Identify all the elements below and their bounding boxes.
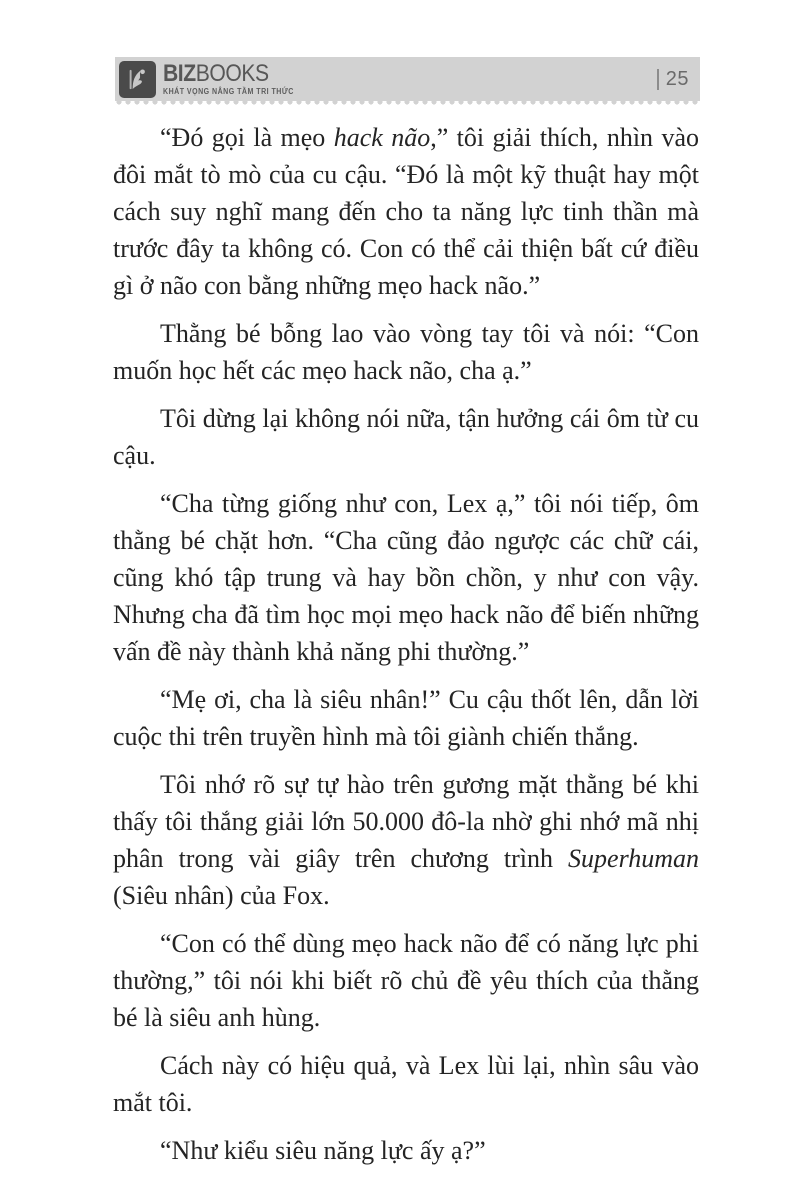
header-bar bbox=[115, 57, 700, 101]
text-run: “Mẹ ơi, cha là siêu nhân!” Cu cậu thốt lên, dẫn lời cuộc thi trên truyền hình mà tôi giành chiến thắng. bbox=[113, 685, 699, 751]
page-number-divider bbox=[657, 69, 659, 90]
brand-tagline: KHÁT VỌNG NÂNG TẦM TRI THỨC bbox=[163, 86, 294, 96]
italic-text-run: Superhuman bbox=[568, 844, 699, 873]
text-run: Cách này có hiệu quả, và Lex lùi lại, nhìn sâu vào mắt tôi. bbox=[113, 1051, 699, 1117]
text-run: “Đó gọi là mẹo bbox=[160, 123, 334, 152]
paragraph bbox=[113, 119, 699, 304]
italic-text-run: hack não bbox=[333, 123, 431, 152]
brand-wordmark-light: BOOKS bbox=[195, 59, 269, 87]
paragraph bbox=[113, 400, 699, 474]
paragraph bbox=[113, 925, 699, 1036]
text-run: Tôi dừng lại không nói nữa, tận hưởng cái ôm từ cu cậu. bbox=[113, 404, 699, 470]
paragraph bbox=[113, 681, 699, 755]
text-run: “Con có thể dùng mẹo hack não để có năng lực phi thường,” tôi nói khi biết rõ chủ đề yêu thích của thằng bé là siêu anh hùng. bbox=[113, 929, 699, 1032]
page-body bbox=[113, 119, 699, 1180]
brand-wordmark bbox=[163, 59, 294, 87]
brand-wordmark-bold: BIZ bbox=[163, 59, 196, 87]
page-number: 25 bbox=[665, 67, 689, 90]
paragraph bbox=[113, 1132, 699, 1169]
text-run: “Cha từng giống như con, Lex ạ,” tôi nói tiếp, ôm thằng bé chặt hơn. “Cha cũng đảo ngược các chữ cái, cũng khó tập trung và hay bồn chồn, y như con vậy. Nhưng cha đã tìm học mọi mẹo hack não để biến những vấn đề này thành khả năng phi thường.” bbox=[113, 489, 699, 666]
text-run: (Siêu nhân) của Fox. bbox=[113, 881, 330, 910]
paragraph bbox=[113, 766, 699, 914]
paragraph bbox=[113, 485, 699, 670]
paragraph bbox=[113, 315, 699, 389]
paragraph bbox=[113, 1047, 699, 1121]
page-number-block bbox=[657, 68, 689, 91]
text-run: Thằng bé bỗng lao vào vòng tay tôi và nói: “Con muốn học hết các mẹo hack não, cha ạ.” bbox=[113, 319, 699, 385]
text-run: ,” tôi giải thích, nhìn vào đôi mắt tò mò của cu cậu. “Đó là một kỹ thuật hay một cách suy nghĩ mang đến cho ta năng lực tinh thần mà trước đây ta không có. Con có thể cải thiện bất cứ điều gì ở não con bằng những mẹo hack não.” bbox=[113, 123, 699, 300]
brand-block bbox=[163, 59, 294, 97]
text-run: Tôi nhớ rõ sự tự hào trên gương mặt thằng bé khi thấy tôi thắng giải lớn 50.000 đô-la nhờ ghi nhớ mã nhị phân trong vài giây trên chương trình bbox=[113, 770, 699, 873]
text-run: “Như kiểu siêu năng lực ấy ạ?” bbox=[160, 1136, 486, 1165]
perforated-edge bbox=[115, 101, 700, 107]
bizbooks-emblem-icon bbox=[119, 61, 156, 98]
